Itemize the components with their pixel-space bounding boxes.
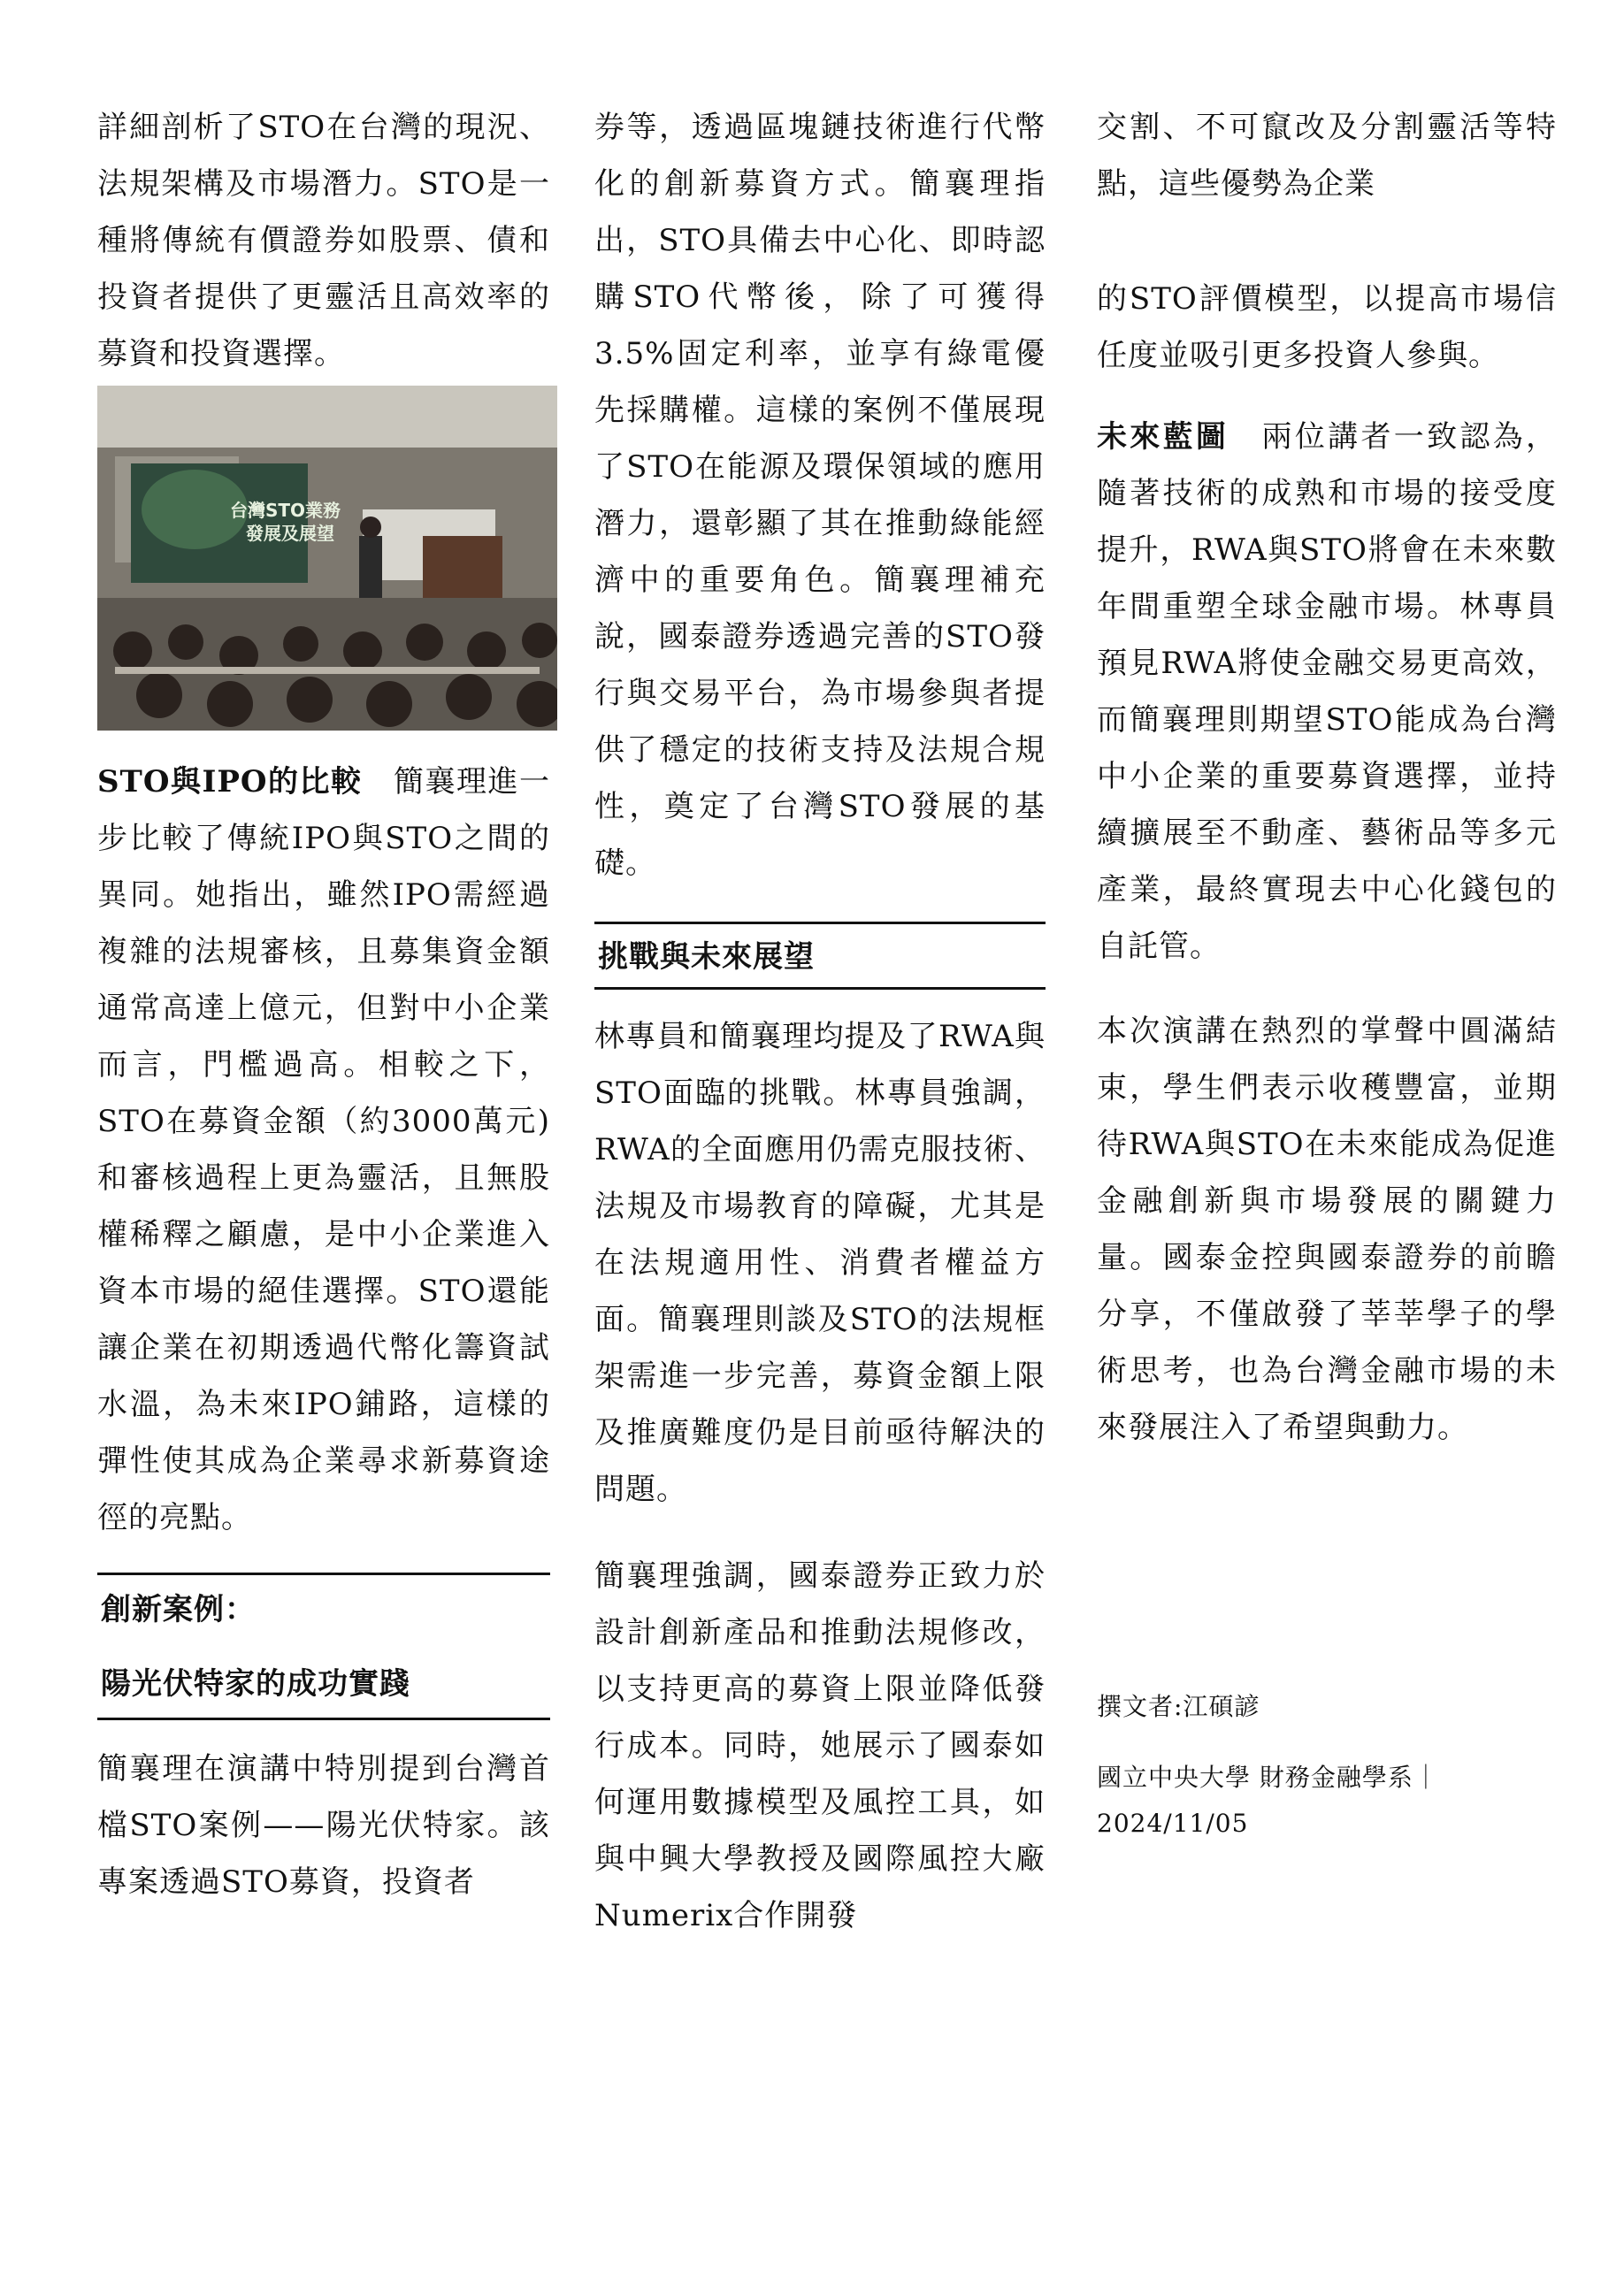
divider-bottom-innov — [97, 1718, 550, 1720]
divider-bottom-challenge — [594, 987, 1046, 990]
paragraph-conclusion: 本次演講在熱烈的掌聲中圓滿結束，學生們表示收穫豐富，並期待RWA與STO在未來能成為促進金融創新與市場發展的關鍵力量。國泰金控與國泰證券的前瞻分享，不僅啟發了莘莘學子的學術思考，也為台灣金融市場的未來發展注入了希望與動力。 — [1097, 1014, 1557, 1445]
paragraph-advantages: 交割、不可竄改及分割靈活等特點，這些優勢為企業 — [1097, 110, 1557, 202]
paragraph-sto-vs-ipo-body: 簡襄理進一步比較了傳統IPO與STO之間的異同。她指出，雖然IPO需經過複雜的法規審核，且募集資金額通常高達上億元，但對中小企業而言，門檻過高。相較之下，STO在募資金額（約3000萬元)和審核過程上更為靈活，且無股權稀釋之顧慮，是中小企業進入資本市場的絕佳選擇。STO還能讓企業在初期透過代幣化籌資試水溫，為未來IPO鋪路，這樣的彈性使其成為企業尋求新募資途徑的亮點。 — [97, 764, 551, 1535]
author-line: 撰文者:江碩諺 — [1097, 1692, 1260, 1721]
lecture-photo-drawing — [97, 386, 557, 731]
paragraph-future-blueprint-body: 兩位講者一致認為，隨著技術的成熟和市場的接受度提升，RWA與STO將會在未來數年間重塑全球金融市場。林專員預見RWA將使金融交易更高效，而簡襄理則期望STO能成為台灣中小企業的重要募資選擇，並持續擴展至不動產、藝術品等多元產業，最終實現去中心化錢包的自託管。 — [1097, 419, 1558, 964]
paragraph-sto-vs-ipo-heading: STO與IPO的比較 — [97, 764, 363, 800]
heading-challenges-outlook: 挑戰與未來展望 — [598, 939, 815, 975]
paragraph-intro-continued: 詳細剖析了STO在台灣的現況、法規架構及市場潛力。STO是一種將傳統有價證券如股票、債和投資者提供了更靈活且高效率的募資和投資選擇。 — [97, 110, 550, 371]
lecture-photo — [97, 386, 557, 731]
paragraph-challenges: 林專員和簡襄理均提及了RWA與STO面臨的挑戰。林專員強調，RWA的全面應用仍需克服技術、法規及市場教育的障礙，尤其是在法規適用性、消費者權益方面。簡襄理則談及STO的法規框架需進一步完善，募資金額上限及推廣難度仍是目前亟待解決的問題。 — [594, 1019, 1046, 1507]
paragraph-sto-vs-ipo — [97, 754, 550, 1546]
paragraph-future-blueprint-heading: 未來藍圖 — [1097, 419, 1229, 455]
date-line: 2024/11/05 — [1097, 1809, 1249, 1838]
slide-title-2: 發展及展望 — [246, 523, 334, 544]
affiliation-line: 國立中央大學 財務金融學系｜ — [1097, 1763, 1439, 1792]
paragraph-sto-case-details: 券等，透過區塊鏈技術進行代幣化的創新募資方式。簡襄理指出，STO具備去中心化、即時認購STO代幣後，除了可獲得3.5%固定利率，並享有綠電優先採購權。這樣的案例不僅展現了STO在能源及環保領域的應用潛力，還彰顯了其在推動綠能經濟中的重要角色。簡襄理補充說，國泰證券透過完善的STO發行與交易平台，為市場參與者提供了穩定的技術支持及法規合規性，奠定了台灣STO發展的基礎。 — [594, 110, 1046, 881]
heading-sunshine-case: 陽光伏特家的成功實踐 — [101, 1666, 410, 1702]
paragraph-sunshine-case: 簡襄理在演講中特別提到台灣首檔STO案例——陽光伏特家。該專案透過STO募資，投資者 — [97, 1751, 550, 1900]
heading-innovation-case: 創新案例： — [101, 1592, 256, 1627]
paragraph-valuation-model: 的STO評價模型，以提高市場信任度並吸引更多投資人參與。 — [1097, 281, 1557, 373]
divider-top-challenge — [594, 922, 1046, 924]
divider-top-innov — [97, 1573, 550, 1575]
slide-title-1: 台灣STO業務 — [230, 500, 341, 521]
paragraph-cathay-efforts: 簡襄理強調，國泰證券正致力於設計創新產品和推動法規修改，以支持更高的募資上限並降低發行成本。同時，她展示了國泰如何運用數據模型及風控工具，如與中興大學教授及國際風控大廠Numerix合作開發 — [594, 1558, 1046, 1933]
paragraph-future-blueprint — [1097, 409, 1557, 975]
